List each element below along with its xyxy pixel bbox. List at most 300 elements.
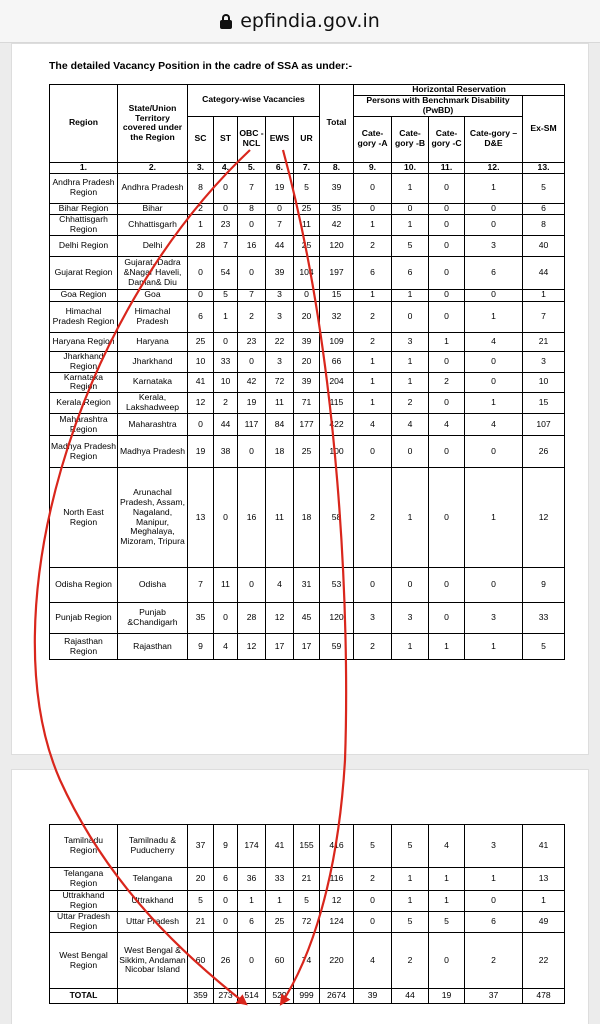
table-cell: 13. xyxy=(523,162,565,173)
table-cell: Tamilnadu & Puducherry xyxy=(118,825,188,868)
table-cell: 1 xyxy=(429,891,465,912)
table-cell: 11 xyxy=(214,568,238,603)
table-cell: 1 xyxy=(354,372,392,393)
table-cell: 1 xyxy=(354,393,392,414)
header-cat-b: Cate-gory -B xyxy=(392,116,429,162)
table-cell: 0 xyxy=(429,933,465,989)
table-cell: 197 xyxy=(320,256,354,289)
table-cell: 0 xyxy=(465,351,523,372)
table-cell: 0 xyxy=(214,173,238,203)
table-cell: 416 xyxy=(320,825,354,868)
table-cell: 10. xyxy=(392,162,429,173)
table-cell: Jharkhand xyxy=(118,351,188,372)
table-cell: 42 xyxy=(320,214,354,235)
table-cell: TOTAL xyxy=(50,989,118,1004)
table-cell: 8. xyxy=(320,162,354,173)
table-cell: 0 xyxy=(429,568,465,603)
table-cell: 2 xyxy=(354,235,392,256)
table-cell: 4 xyxy=(465,414,523,436)
table-row xyxy=(50,235,565,256)
table-cell: 8 xyxy=(188,173,214,203)
table-cell: 4 xyxy=(354,414,392,436)
table-cell: 10 xyxy=(214,372,238,393)
table-cell: 0 xyxy=(392,301,429,332)
table-cell: Odisha Region xyxy=(50,568,118,603)
table-cell: 9 xyxy=(188,634,214,660)
table-cell: 5 xyxy=(294,173,320,203)
table-cell: 41 xyxy=(188,372,214,393)
table-cell: Delhi Region xyxy=(50,235,118,256)
table-cell: Himachal Pradesh Region xyxy=(50,301,118,332)
table-cell: 1 xyxy=(392,289,429,301)
table-row xyxy=(50,332,565,351)
table-cell: 1 xyxy=(392,634,429,660)
table-cell: 2 xyxy=(392,933,429,989)
table-cell: 33 xyxy=(523,603,565,634)
table-cell: 6 xyxy=(238,912,266,933)
table-cell: 1 xyxy=(354,289,392,301)
table-row xyxy=(50,933,565,989)
table-cell: Uttar Pradesh xyxy=(118,912,188,933)
table-cell: 33 xyxy=(214,351,238,372)
table-cell: 3 xyxy=(465,603,523,634)
table-cell: 37 xyxy=(188,825,214,868)
table-cell: 0 xyxy=(354,891,392,912)
table-cell: 5 xyxy=(392,235,429,256)
table-cell: 66 xyxy=(320,351,354,372)
header-ur: UR xyxy=(294,116,320,162)
table-cell: 8 xyxy=(238,203,266,214)
table-cell: 0 xyxy=(429,301,465,332)
table-cell: 7 xyxy=(238,173,266,203)
table-cell: 20 xyxy=(294,351,320,372)
table-cell: 0 xyxy=(392,568,429,603)
table-cell: 15 xyxy=(320,289,354,301)
table-cell: West Bengal & Sikkim, Andaman Nicobar Island xyxy=(118,933,188,989)
table-cell: 5 xyxy=(354,825,392,868)
header-region: Region xyxy=(50,85,118,163)
table-cell: 177 xyxy=(294,414,320,436)
table-cell: Uttrakhand xyxy=(118,891,188,912)
table-cell: 6 xyxy=(214,868,238,891)
header-category-wise: Category-wise Vacancies xyxy=(188,85,320,117)
table-cell: 3 xyxy=(392,332,429,351)
table-cell: 19 xyxy=(238,393,266,414)
table-cell: 0 xyxy=(429,203,465,214)
table-cell: 72 xyxy=(294,912,320,933)
table-cell: Arunachal Pradesh, Assam, Nagaland, Manipur, Meghalaya, Mizoram, Tripura xyxy=(118,468,188,568)
table-cell: 16 xyxy=(238,235,266,256)
table-cell: 0 xyxy=(354,912,392,933)
table-cell xyxy=(118,989,188,1004)
table-cell: Haryana xyxy=(118,332,188,351)
table-cell: 115 xyxy=(320,393,354,414)
table-cell: 44 xyxy=(392,989,429,1004)
table-cell: 0 xyxy=(238,436,266,468)
table-cell: 28 xyxy=(238,603,266,634)
table-cell: 1 xyxy=(465,634,523,660)
table-cell: 1 xyxy=(465,301,523,332)
table-cell: 204 xyxy=(320,372,354,393)
table-cell: 4 xyxy=(266,568,294,603)
header-horizontal-reservation: Horizontal Reservation xyxy=(354,85,565,96)
table-cell: 6 xyxy=(188,301,214,332)
table-cell: Odisha xyxy=(118,568,188,603)
table-cell: 7 xyxy=(214,235,238,256)
table-cell: 5 xyxy=(294,891,320,912)
table-cell: 1 xyxy=(429,332,465,351)
table-cell: 0 xyxy=(214,912,238,933)
table-cell: 22 xyxy=(523,933,565,989)
table-cell: 2 xyxy=(354,634,392,660)
table-cell: 4 xyxy=(429,414,465,436)
table-cell: 25 xyxy=(294,436,320,468)
table-cell: 1 xyxy=(392,468,429,568)
table-cell: 0 xyxy=(354,173,392,203)
table-cell: 84 xyxy=(266,414,294,436)
url-display[interactable] xyxy=(220,10,380,32)
table-cell: Punjab &Chandigarh xyxy=(118,603,188,634)
table-cell: 0 xyxy=(429,235,465,256)
table-cell: Goa Region xyxy=(50,289,118,301)
table-cell: 17 xyxy=(266,634,294,660)
table-cell: 1 xyxy=(523,289,565,301)
table-cell: Karnataka Region xyxy=(50,372,118,393)
table-cell: 2674 xyxy=(320,989,354,1004)
table-row xyxy=(50,256,565,289)
table-cell: 3 xyxy=(266,351,294,372)
table-cell: 44 xyxy=(523,256,565,289)
table-cell: 2 xyxy=(188,203,214,214)
table-cell: 1 xyxy=(465,173,523,203)
table-cell: Rajasthan xyxy=(118,634,188,660)
table-cell: Punjab Region xyxy=(50,603,118,634)
table-cell: 120 xyxy=(320,603,354,634)
table-cell: Chhattisgarh Region xyxy=(50,214,118,235)
table-cell: 5 xyxy=(523,173,565,203)
table-cell: 3 xyxy=(523,351,565,372)
header-cat-a: Cate-gory -A xyxy=(354,116,392,162)
table-cell: 1 xyxy=(392,372,429,393)
table-row xyxy=(50,468,565,568)
table-cell: 36 xyxy=(238,868,266,891)
table-cell: 0 xyxy=(429,468,465,568)
table-cell: 0 xyxy=(214,891,238,912)
table-cell: 6 xyxy=(354,256,392,289)
table-cell: 0 xyxy=(429,256,465,289)
table-cell: 155 xyxy=(294,825,320,868)
table-cell: 5 xyxy=(188,891,214,912)
table-cell: 71 xyxy=(294,393,320,414)
table-cell: 28 xyxy=(188,235,214,256)
table-cell: Madhya Pradesh xyxy=(118,436,188,468)
header-total: Total xyxy=(320,85,354,163)
browser-address-bar[interactable] xyxy=(0,0,600,43)
table-cell: 39 xyxy=(294,372,320,393)
table-cell: 0 xyxy=(214,203,238,214)
page-heading: The detailed Vacancy Position in the cadre of SSA as under:- xyxy=(49,60,353,72)
table-cell: Chhattisgarh xyxy=(118,214,188,235)
table-row xyxy=(50,393,565,414)
header-exsm: Ex-SM xyxy=(523,96,565,163)
table-cell: 1 xyxy=(523,891,565,912)
table-cell: 7 xyxy=(266,214,294,235)
table-cell: 9. xyxy=(354,162,392,173)
table-cell: 529 xyxy=(266,989,294,1004)
table-cell: 1 xyxy=(392,214,429,235)
table-cell: 1 xyxy=(429,634,465,660)
table-cell: Maharashtra Region xyxy=(50,414,118,436)
table-cell: 3 xyxy=(465,235,523,256)
table-cell: 5 xyxy=(392,825,429,868)
table-cell: 15 xyxy=(523,393,565,414)
table-cell: 17 xyxy=(294,634,320,660)
table-cell: Jharkhand Region xyxy=(50,351,118,372)
table-cell: 0 xyxy=(429,436,465,468)
table-cell: 19 xyxy=(429,989,465,1004)
vacancy-table-part-1 xyxy=(49,84,565,660)
table-cell: 20 xyxy=(294,301,320,332)
table-cell: 23 xyxy=(214,214,238,235)
table-row xyxy=(50,414,565,436)
table-cell: 12 xyxy=(238,634,266,660)
table-cell: 2 xyxy=(238,301,266,332)
total-row xyxy=(50,989,565,1004)
table-cell: 3. xyxy=(188,162,214,173)
table-cell: 5 xyxy=(214,289,238,301)
table-row xyxy=(50,634,565,660)
table-cell: 0 xyxy=(214,468,238,568)
vacancy-table-part-2 xyxy=(49,824,565,1004)
table-row xyxy=(50,203,565,214)
table-cell: 3 xyxy=(354,603,392,634)
header-cat-de: Cate-gory –D&E xyxy=(465,116,523,162)
table-cell: West Bengal Region xyxy=(50,933,118,989)
table-cell: 2. xyxy=(118,162,188,173)
table-cell: 59 xyxy=(320,634,354,660)
table-cell: Madhya Pradesh Region xyxy=(50,436,118,468)
table-cell: 33 xyxy=(266,868,294,891)
table-cell: 220 xyxy=(320,933,354,989)
table-cell: 25 xyxy=(294,203,320,214)
header-st: ST xyxy=(214,116,238,162)
table-cell: 1 xyxy=(429,868,465,891)
table-cell: Maharashtra xyxy=(118,414,188,436)
table-cell: 72 xyxy=(266,372,294,393)
table-row xyxy=(50,436,565,468)
table-cell: 32 xyxy=(320,301,354,332)
table-cell: 1 xyxy=(266,891,294,912)
table-cell: 25 xyxy=(294,235,320,256)
table-row xyxy=(50,301,565,332)
table-row xyxy=(50,351,565,372)
table-cell: 18 xyxy=(294,468,320,568)
table-cell: 0 xyxy=(214,603,238,634)
table-cell: 117 xyxy=(238,414,266,436)
table-cell: 38 xyxy=(214,436,238,468)
table-cell: 11 xyxy=(294,214,320,235)
url-text: epfindia.gov.in xyxy=(240,10,380,32)
table-cell: 1 xyxy=(188,214,214,235)
table-cell: 999 xyxy=(294,989,320,1004)
table-cell: 2 xyxy=(354,332,392,351)
table-cell: 19 xyxy=(266,173,294,203)
table-cell: 100 xyxy=(320,436,354,468)
table-cell: 0 xyxy=(238,214,266,235)
table-cell: 4 xyxy=(354,933,392,989)
table-row xyxy=(50,568,565,603)
table-cell: 42 xyxy=(238,372,266,393)
document-page-1 xyxy=(12,44,588,754)
table-cell: 0 xyxy=(188,414,214,436)
table-cell: 13 xyxy=(188,468,214,568)
table-cell: 120 xyxy=(320,235,354,256)
table-cell: 37 xyxy=(465,989,523,1004)
table-cell: 21 xyxy=(294,868,320,891)
table-cell: 2 xyxy=(465,933,523,989)
table-cell: 0 xyxy=(429,289,465,301)
table-cell: Rajasthan Region xyxy=(50,634,118,660)
table-cell: Goa xyxy=(118,289,188,301)
table-cell: Telangana Region xyxy=(50,868,118,891)
table-cell: 0 xyxy=(429,603,465,634)
table-cell: 4 xyxy=(465,332,523,351)
table-cell: 19 xyxy=(188,436,214,468)
table-cell: 12 xyxy=(320,891,354,912)
table-cell: Andhra Pradesh Region xyxy=(50,173,118,203)
table-cell: 0 xyxy=(465,372,523,393)
table-cell: 44 xyxy=(214,414,238,436)
table-cell: 60 xyxy=(266,933,294,989)
table-cell: 6 xyxy=(523,203,565,214)
table-cell: 31 xyxy=(294,568,320,603)
table-cell: 273 xyxy=(214,989,238,1004)
table-cell: 4 xyxy=(214,634,238,660)
table-cell: 8 xyxy=(523,214,565,235)
table-cell: 2 xyxy=(392,393,429,414)
table-cell: 5. xyxy=(238,162,266,173)
table-cell: 9 xyxy=(523,568,565,603)
table-cell: 16 xyxy=(238,468,266,568)
table-cell: 0 xyxy=(429,393,465,414)
table-cell: 0 xyxy=(354,203,392,214)
table-cell: 11 xyxy=(266,468,294,568)
table-cell: 13 xyxy=(523,868,565,891)
table-row xyxy=(50,868,565,891)
table-cell: 39 xyxy=(354,989,392,1004)
table-row xyxy=(50,372,565,393)
table-cell: 5 xyxy=(523,634,565,660)
table-cell: 41 xyxy=(266,825,294,868)
table-cell: 53 xyxy=(320,568,354,603)
table-cell: 0 xyxy=(266,203,294,214)
table-cell: 422 xyxy=(320,414,354,436)
table-cell: 21 xyxy=(523,332,565,351)
table-cell: 6 xyxy=(465,912,523,933)
table-cell: 45 xyxy=(294,603,320,634)
table-cell: 514 xyxy=(238,989,266,1004)
table-cell: Gujarat, Dadra &Nagar Haveli, Daman& Diu xyxy=(118,256,188,289)
table-cell: 0 xyxy=(294,289,320,301)
table-row xyxy=(50,214,565,235)
table-cell: 0 xyxy=(354,568,392,603)
table-cell: Karnataka xyxy=(118,372,188,393)
table-cell: 60 xyxy=(188,933,214,989)
table-cell: 58 xyxy=(320,468,354,568)
table-cell: Tamilnadu Region xyxy=(50,825,118,868)
table-cell: 4 xyxy=(392,414,429,436)
table-row xyxy=(50,603,565,634)
table-row xyxy=(50,825,565,868)
table-cell: 54 xyxy=(214,256,238,289)
table-cell: 20 xyxy=(188,868,214,891)
table-cell: 1 xyxy=(238,891,266,912)
table-cell: 39 xyxy=(320,173,354,203)
table-cell: 1 xyxy=(465,868,523,891)
table-cell: 109 xyxy=(320,332,354,351)
table-cell: Bihar Region xyxy=(50,203,118,214)
table-cell: 11. xyxy=(429,162,465,173)
table-cell: 2 xyxy=(354,868,392,891)
table-cell: 4. xyxy=(214,162,238,173)
table-cell: 1 xyxy=(392,173,429,203)
table-cell: 49 xyxy=(523,912,565,933)
table-cell: 0 xyxy=(188,289,214,301)
table-cell: 5 xyxy=(429,912,465,933)
table-cell: 0 xyxy=(392,203,429,214)
table-cell: 10 xyxy=(523,372,565,393)
table-cell: 40 xyxy=(523,235,565,256)
table-cell: Telangana xyxy=(118,868,188,891)
table-cell: 3 xyxy=(266,289,294,301)
table-cell: 359 xyxy=(188,989,214,1004)
table-cell: 25 xyxy=(266,912,294,933)
table-cell: 124 xyxy=(320,912,354,933)
table-cell: 1 xyxy=(465,468,523,568)
table-row xyxy=(50,173,565,203)
table-cell: 0 xyxy=(354,436,392,468)
table-cell: 2 xyxy=(354,468,392,568)
table-cell: 1 xyxy=(354,214,392,235)
header-sc: SC xyxy=(188,116,214,162)
table-cell: 0 xyxy=(238,568,266,603)
table-cell: Uttrakhand Region xyxy=(50,891,118,912)
table-cell: 116 xyxy=(320,868,354,891)
table-cell: 0 xyxy=(429,214,465,235)
table-cell: 3 xyxy=(465,825,523,868)
table-cell: 35 xyxy=(188,603,214,634)
table-cell: 21 xyxy=(188,912,214,933)
table-cell: 0 xyxy=(392,436,429,468)
table-cell: Delhi xyxy=(118,235,188,256)
table-cell: 0 xyxy=(429,351,465,372)
table-row xyxy=(50,289,565,301)
table-cell: 3 xyxy=(266,301,294,332)
table-cell: 4 xyxy=(429,825,465,868)
table-cell: 26 xyxy=(523,436,565,468)
table-cell: 2 xyxy=(354,301,392,332)
table-cell: 0 xyxy=(429,173,465,203)
table-cell: 11 xyxy=(266,393,294,414)
table-cell: 0 xyxy=(238,256,266,289)
table-cell: 1 xyxy=(392,351,429,372)
table-cell: 478 xyxy=(523,989,565,1004)
table-cell: 7. xyxy=(294,162,320,173)
table-cell: 1. xyxy=(50,162,118,173)
table-cell: 9 xyxy=(214,825,238,868)
table-cell: 5 xyxy=(392,912,429,933)
table-cell: 0 xyxy=(238,351,266,372)
